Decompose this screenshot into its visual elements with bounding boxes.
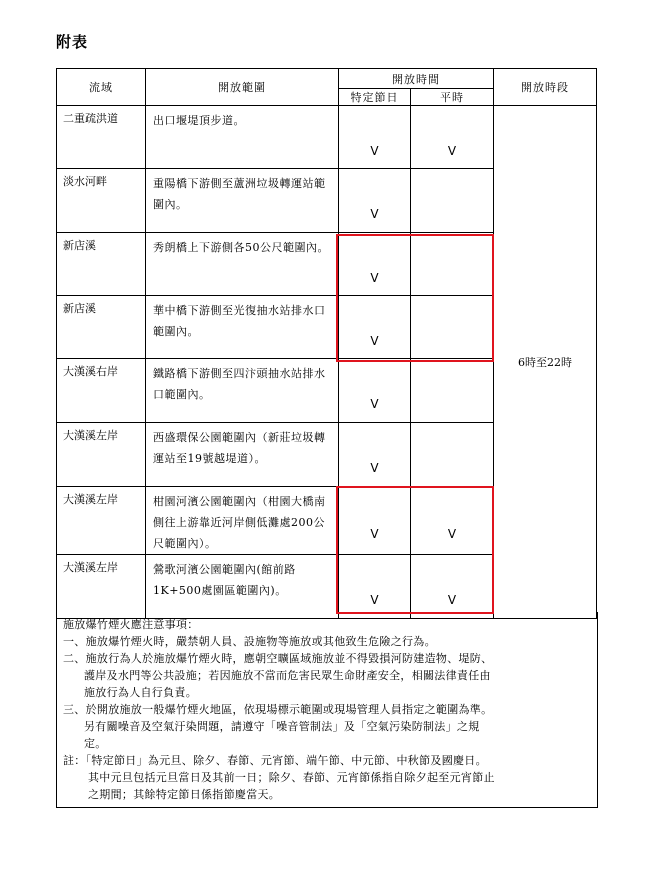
range-cell: 秀朗橋上下游側各50公尺範圍內。: [146, 233, 339, 296]
header-period: 開放時段: [494, 69, 597, 106]
check-mark: V: [370, 593, 379, 607]
check-mark: V: [370, 207, 379, 221]
header-time: 開放時間: [339, 69, 494, 89]
check-mark: V: [447, 593, 457, 607]
note-line: 三、於開放施放一般爆竹煙火地區，依現場標示範圍或現場管理人員指定之範圍為準。: [63, 703, 493, 716]
river-cell: 二重疏洪道: [57, 106, 146, 169]
river-cell: 大漢溪左岸: [57, 555, 146, 619]
note-line: 之期間；其餘特定節日係指節慶當天。: [88, 788, 281, 801]
note-line: 其中元旦包括元旦當日及其前一日；除夕、春節、元宵節係指自除夕起至元宵節止: [88, 771, 495, 784]
fireworks-area-table: [56, 68, 597, 619]
header-normal-day: 平時: [411, 89, 494, 106]
table-row: [57, 106, 597, 169]
notes-heading: 施放爆竹煙火應注意事項：: [63, 618, 199, 631]
header-river: 流域: [57, 69, 146, 106]
check-mark: V: [370, 527, 379, 541]
note-line: 施放行為人自行負責。: [84, 686, 197, 699]
range-cell: 重陽橋下游側至蘆洲垃圾轉運站範圍內。: [146, 169, 339, 233]
range-cell: 鐵路橋下游側至四汴頭抽水站排水口範圍內。: [146, 359, 339, 423]
check-mark: V: [370, 461, 379, 475]
check-mark: V: [370, 397, 379, 411]
river-cell: 新店溪: [57, 296, 146, 359]
river-cell: 大漢溪左岸: [57, 423, 146, 487]
note-line: 定。: [84, 737, 107, 750]
river-cell: 大漢溪左岸: [57, 487, 146, 555]
check-mark: V: [370, 143, 379, 158]
note-line: 二、施放行為人於施放爆竹煙火時，應朝空曠區域施放並不得毀損河防建造物、堤防、: [63, 652, 493, 665]
river-cell: 淡水河畔: [57, 169, 146, 233]
note-line: 一、施放爆竹煙火時，嚴禁朝人員、設施物等施放或其他致生危險之行為。: [63, 635, 436, 648]
range-cell: 西盛環保公園範圍內（新莊垃圾轉運站至19號越堤道）。: [146, 423, 339, 487]
note-line: 護岸及水門等公共設施；若因施放不當而危害民眾生命財產安全，相關法律責任由: [84, 669, 491, 682]
check-mark: V: [447, 527, 457, 541]
range-cell: 華中橋下游側至光復抽水站排水口範圍內。: [146, 296, 339, 359]
period-cell: 6時至22時: [494, 106, 597, 619]
notes-section: [56, 612, 598, 808]
header-range: 開放範圍: [146, 69, 339, 106]
header-special-day: 特定節日: [339, 89, 411, 106]
check-mark: V: [370, 270, 379, 285]
check-mark: V: [370, 333, 379, 348]
river-cell: 大漢溪右岸: [57, 359, 146, 423]
range-cell: 柑園河濱公園範圍內（柑園大橋南側往上游靠近河岸側低灘處200公尺範圍內）。: [146, 487, 339, 555]
check-mark: V: [447, 143, 457, 158]
note-line: 註：「特定節日」為元旦、除夕、春節、元宵節、端午節、中元節、中秋節及國慶日。: [63, 754, 487, 767]
range-cell: 鶯歌河濱公園範圍內(館前路1K+500處園區範圍內)。: [146, 555, 339, 619]
page-title: 附表: [56, 33, 89, 51]
river-cell: 新店溪: [57, 233, 146, 296]
note-line: 另有關噪音及空氣汙染問題，請遵守「噪音管制法」及「空氣污染防制法」之規: [84, 720, 480, 733]
range-cell: 出口堰堤頂步道。: [146, 106, 339, 169]
